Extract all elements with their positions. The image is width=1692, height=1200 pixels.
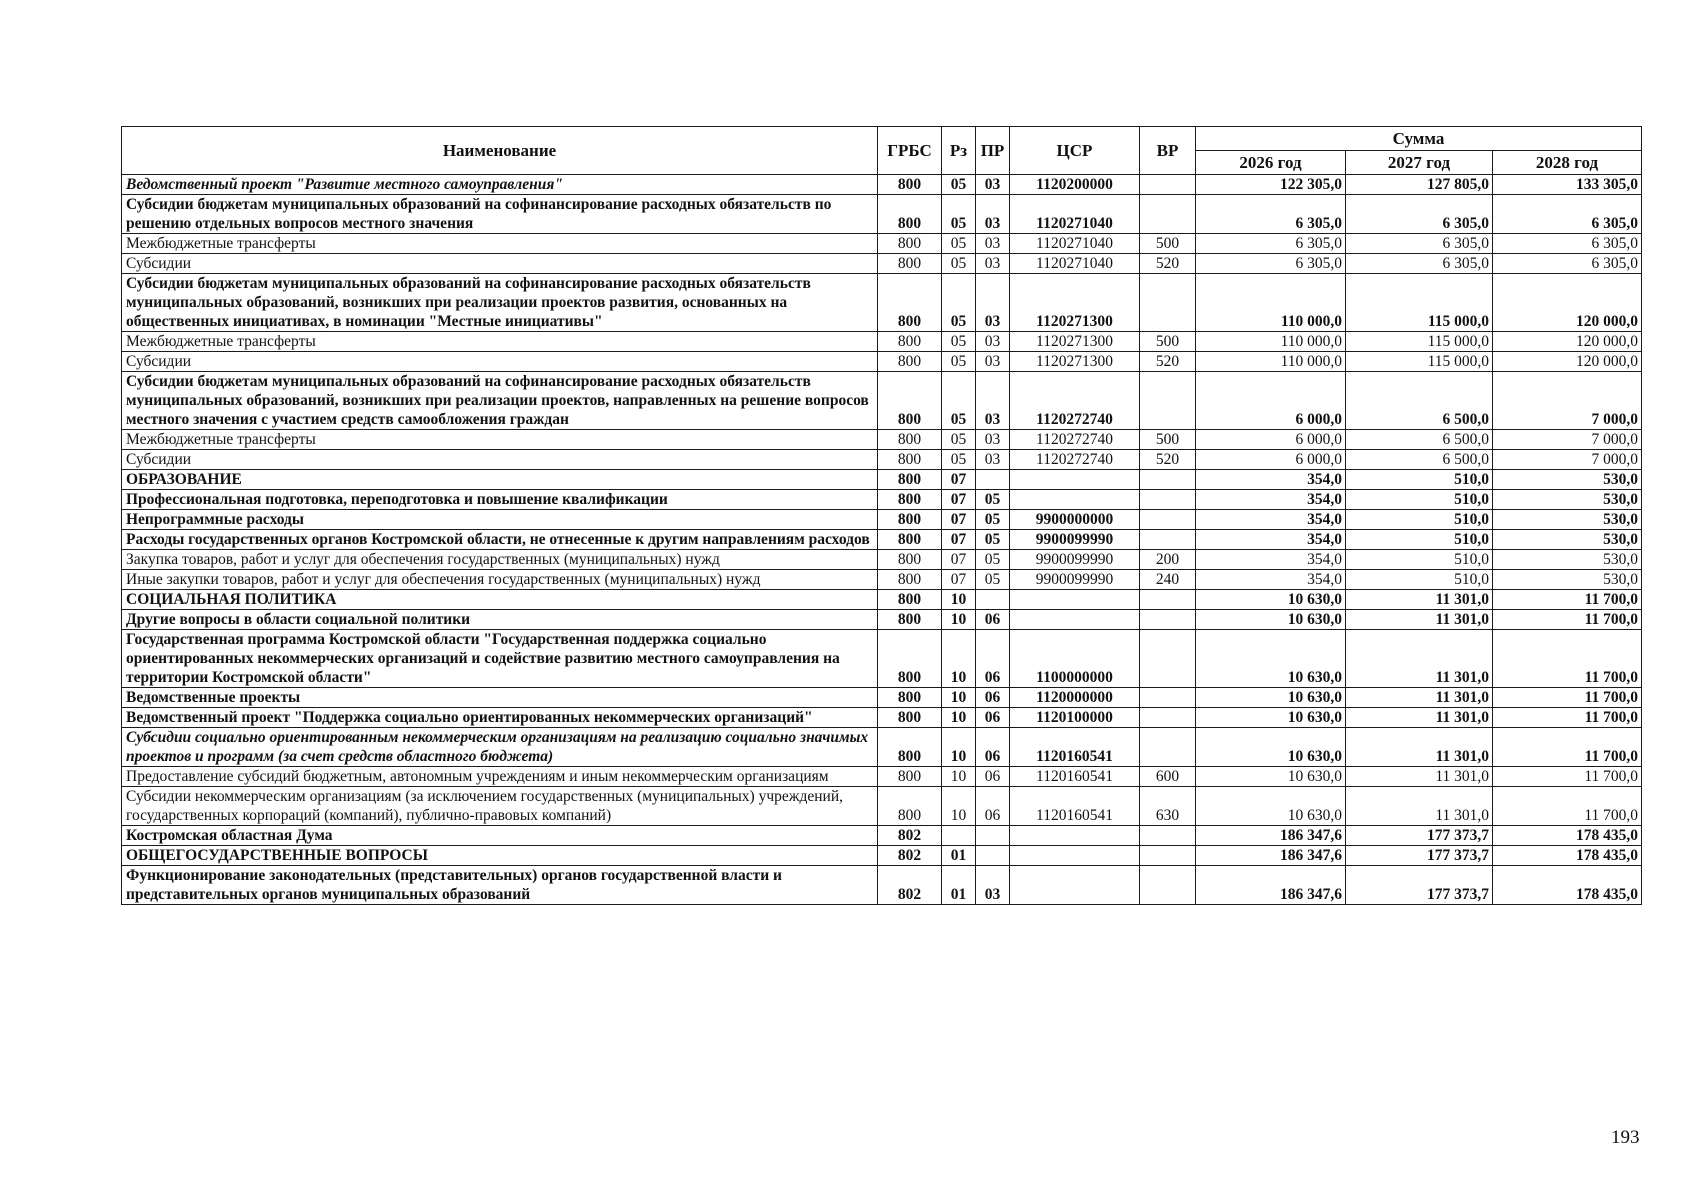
- cell-2026: 354,0: [1196, 550, 1346, 570]
- table-row: [122, 470, 1642, 490]
- cell-csr: 1120271040: [1010, 195, 1140, 234]
- cell-name: Субсидии некоммерческим организациям (за исключением государственных (муниципальных) учреждений, государственных корпораций (компаний), публично-правовых компаний): [122, 787, 878, 826]
- cell-2027: 510,0: [1346, 570, 1493, 590]
- cell-2026: 6 000,0: [1196, 372, 1346, 430]
- cell-vr: 520: [1140, 254, 1196, 274]
- cell-csr: [1010, 470, 1140, 490]
- cell-2026: 10 630,0: [1196, 630, 1346, 688]
- cell-rz: 05: [942, 352, 976, 372]
- cell-name: Профессиональная подготовка, переподготовка и повышение квалификации: [122, 490, 878, 510]
- cell-name: Межбюджетные трансферты: [122, 234, 878, 254]
- table-row: [122, 787, 1642, 826]
- table-row: [122, 728, 1642, 767]
- page-number: 193: [1611, 1127, 1640, 1148]
- cell-name: Субсидии: [122, 254, 878, 274]
- cell-name: Ведомственные проекты: [122, 688, 878, 708]
- cell-pr: [976, 590, 1010, 610]
- cell-2027: 510,0: [1346, 470, 1493, 490]
- cell-grbs: 800: [878, 570, 942, 590]
- cell-vr: [1140, 826, 1196, 846]
- cell-rz: 01: [942, 846, 976, 866]
- cell-2028: 530,0: [1493, 510, 1642, 530]
- table-row: [122, 610, 1642, 630]
- cell-grbs: 800: [878, 630, 942, 688]
- cell-vr: [1140, 846, 1196, 866]
- table-row: [122, 195, 1642, 234]
- header-year-2027: 2027 год: [1346, 151, 1493, 175]
- cell-rz: 07: [942, 570, 976, 590]
- header-name: Наименование: [122, 127, 878, 175]
- cell-2028: 120 000,0: [1493, 274, 1642, 332]
- cell-2026: 6 305,0: [1196, 254, 1346, 274]
- cell-pr: 05: [976, 530, 1010, 550]
- table-row: [122, 332, 1642, 352]
- cell-csr: 1120160541: [1010, 787, 1140, 826]
- cell-vr: [1140, 610, 1196, 630]
- cell-rz: 05: [942, 234, 976, 254]
- cell-rz: 05: [942, 430, 976, 450]
- table-row: [122, 430, 1642, 450]
- header-sum: Сумма: [1196, 127, 1642, 151]
- table-row: [122, 590, 1642, 610]
- cell-name: Субсидии: [122, 450, 878, 470]
- cell-pr: 03: [976, 175, 1010, 195]
- cell-rz: 10: [942, 708, 976, 728]
- cell-vr: [1140, 274, 1196, 332]
- cell-name: Ведомственный проект "Поддержка социально ориентированных некоммерческих организаций": [122, 708, 878, 728]
- table-body: [122, 175, 1642, 905]
- table-row: [122, 490, 1642, 510]
- cell-csr: 9900099990: [1010, 550, 1140, 570]
- header-csr: ЦСР: [1010, 127, 1140, 175]
- cell-grbs: 800: [878, 787, 942, 826]
- cell-vr: 200: [1140, 550, 1196, 570]
- cell-csr: 1120160541: [1010, 728, 1140, 767]
- cell-grbs: 800: [878, 352, 942, 372]
- cell-rz: 10: [942, 610, 976, 630]
- cell-grbs: 800: [878, 274, 942, 332]
- budget-table: [121, 126, 1642, 905]
- cell-csr: [1010, 866, 1140, 905]
- cell-pr: 03: [976, 234, 1010, 254]
- cell-pr: 06: [976, 630, 1010, 688]
- cell-grbs: 800: [878, 254, 942, 274]
- cell-vr: [1140, 866, 1196, 905]
- cell-2028: 11 700,0: [1493, 728, 1642, 767]
- table-row: [122, 510, 1642, 530]
- cell-2028: 11 700,0: [1493, 708, 1642, 728]
- cell-2026: 354,0: [1196, 530, 1346, 550]
- cell-rz: 10: [942, 728, 976, 767]
- cell-2027: 115 000,0: [1346, 332, 1493, 352]
- cell-2028: 530,0: [1493, 490, 1642, 510]
- cell-rz: 07: [942, 470, 976, 490]
- cell-2027: 11 301,0: [1346, 787, 1493, 826]
- cell-csr: 9900099990: [1010, 530, 1140, 550]
- table-row: [122, 254, 1642, 274]
- cell-2027: 510,0: [1346, 530, 1493, 550]
- cell-vr: 500: [1140, 332, 1196, 352]
- cell-2027: 6 500,0: [1346, 372, 1493, 430]
- cell-pr: [976, 846, 1010, 866]
- table-row: [122, 352, 1642, 372]
- cell-2026: 354,0: [1196, 570, 1346, 590]
- cell-2028: 120 000,0: [1493, 332, 1642, 352]
- cell-grbs: 800: [878, 728, 942, 767]
- cell-rz: 07: [942, 550, 976, 570]
- cell-pr: 06: [976, 767, 1010, 787]
- cell-2028: 530,0: [1493, 570, 1642, 590]
- cell-2027: 11 301,0: [1346, 767, 1493, 787]
- cell-csr: 1100000000: [1010, 630, 1140, 688]
- cell-rz: 05: [942, 195, 976, 234]
- cell-rz: 05: [942, 332, 976, 352]
- cell-pr: 05: [976, 490, 1010, 510]
- cell-pr: [976, 826, 1010, 846]
- cell-pr: 03: [976, 195, 1010, 234]
- cell-2027: 11 301,0: [1346, 630, 1493, 688]
- header-grbs: ГРБС: [878, 127, 942, 175]
- cell-vr: [1140, 590, 1196, 610]
- cell-grbs: 800: [878, 530, 942, 550]
- cell-name: Межбюджетные трансферты: [122, 332, 878, 352]
- cell-grbs: 800: [878, 510, 942, 530]
- cell-csr: 1120271300: [1010, 274, 1140, 332]
- cell-rz: [942, 826, 976, 846]
- table-row: [122, 450, 1642, 470]
- cell-2028: 11 700,0: [1493, 767, 1642, 787]
- cell-2028: 6 305,0: [1493, 195, 1642, 234]
- cell-vr: [1140, 470, 1196, 490]
- cell-2028: 11 700,0: [1493, 787, 1642, 826]
- cell-2027: 6 305,0: [1346, 254, 1493, 274]
- cell-rz: 10: [942, 787, 976, 826]
- cell-csr: [1010, 490, 1140, 510]
- cell-2027: 177 373,7: [1346, 846, 1493, 866]
- cell-vr: [1140, 630, 1196, 688]
- cell-pr: 03: [976, 352, 1010, 372]
- cell-csr: 1120271040: [1010, 254, 1140, 274]
- cell-2027: 11 301,0: [1346, 590, 1493, 610]
- table-row: [122, 550, 1642, 570]
- cell-2028: 11 700,0: [1493, 688, 1642, 708]
- cell-2028: 530,0: [1493, 550, 1642, 570]
- cell-vr: [1140, 708, 1196, 728]
- cell-name: Закупка товаров, работ и услуг для обеспечения государственных (муниципальных) нужд: [122, 550, 878, 570]
- cell-vr: 500: [1140, 234, 1196, 254]
- cell-pr: 05: [976, 510, 1010, 530]
- cell-pr: 06: [976, 610, 1010, 630]
- cell-2026: 10 630,0: [1196, 610, 1346, 630]
- table-row: [122, 826, 1642, 846]
- cell-pr: 03: [976, 332, 1010, 352]
- cell-name: Ведомственный проект "Развитие местного самоуправления": [122, 175, 878, 195]
- cell-name: Другие вопросы в области социальной политики: [122, 610, 878, 630]
- cell-2027: 11 301,0: [1346, 708, 1493, 728]
- cell-2026: 186 347,6: [1196, 826, 1346, 846]
- cell-grbs: 800: [878, 550, 942, 570]
- cell-2026: 10 630,0: [1196, 787, 1346, 826]
- cell-2027: 127 805,0: [1346, 175, 1493, 195]
- cell-vr: [1140, 175, 1196, 195]
- cell-csr: 1120271300: [1010, 332, 1140, 352]
- table-row: [122, 708, 1642, 728]
- cell-rz: 05: [942, 274, 976, 332]
- cell-pr: 03: [976, 450, 1010, 470]
- cell-2027: 6 305,0: [1346, 195, 1493, 234]
- table-row: [122, 570, 1642, 590]
- cell-2027: 11 301,0: [1346, 610, 1493, 630]
- cell-2026: 10 630,0: [1196, 767, 1346, 787]
- cell-pr: 03: [976, 274, 1010, 332]
- cell-rz: 01: [942, 866, 976, 905]
- cell-2027: 6 500,0: [1346, 450, 1493, 470]
- cell-vr: [1140, 530, 1196, 550]
- cell-name: Иные закупки товаров, работ и услуг для обеспечения государственных (муниципальных) нужд: [122, 570, 878, 590]
- cell-2027: 6 500,0: [1346, 430, 1493, 450]
- cell-2026: 110 000,0: [1196, 274, 1346, 332]
- cell-2027: 6 305,0: [1346, 234, 1493, 254]
- cell-2028: 178 435,0: [1493, 846, 1642, 866]
- cell-csr: 1120000000: [1010, 688, 1140, 708]
- cell-name: Субсидии социально ориентированным некоммерческим организациям на реализацию социально значимых проектов и программ (за счет средств областного бюджета): [122, 728, 878, 767]
- cell-grbs: 800: [878, 175, 942, 195]
- cell-name: ОБРАЗОВАНИЕ: [122, 470, 878, 490]
- cell-2027: 11 301,0: [1346, 728, 1493, 767]
- cell-2028: 7 000,0: [1493, 450, 1642, 470]
- table-row: [122, 530, 1642, 550]
- cell-csr: 9900000000: [1010, 510, 1140, 530]
- cell-pr: 06: [976, 688, 1010, 708]
- cell-name: Субсидии: [122, 352, 878, 372]
- cell-name: Расходы государственных органов Костромской области, не отнесенные к другим направлениям расходов: [122, 530, 878, 550]
- cell-vr: 520: [1140, 450, 1196, 470]
- cell-2028: 6 305,0: [1493, 234, 1642, 254]
- cell-2026: 10 630,0: [1196, 688, 1346, 708]
- cell-name: Предоставление субсидий бюджетным, автономным учреждениям и иным некоммерческим организациям: [122, 767, 878, 787]
- cell-grbs: 800: [878, 234, 942, 254]
- cell-csr: 1120271300: [1010, 352, 1140, 372]
- cell-csr: 1120272740: [1010, 450, 1140, 470]
- cell-grbs: 800: [878, 590, 942, 610]
- cell-rz: 07: [942, 490, 976, 510]
- header-rz: Рз: [942, 127, 976, 175]
- cell-pr: 06: [976, 787, 1010, 826]
- cell-2028: 120 000,0: [1493, 352, 1642, 372]
- cell-vr: [1140, 688, 1196, 708]
- cell-csr: 9900099990: [1010, 570, 1140, 590]
- cell-name: ОБЩЕГОСУДАРСТВЕННЫЕ ВОПРОСЫ: [122, 846, 878, 866]
- cell-2027: 115 000,0: [1346, 352, 1493, 372]
- cell-name: Межбюджетные трансферты: [122, 430, 878, 450]
- cell-vr: [1140, 490, 1196, 510]
- cell-2026: 354,0: [1196, 510, 1346, 530]
- table-row: [122, 274, 1642, 332]
- header-year-2026: 2026 год: [1196, 151, 1346, 175]
- header-vr: ВР: [1140, 127, 1196, 175]
- cell-2028: 7 000,0: [1493, 430, 1642, 450]
- cell-2027: 510,0: [1346, 510, 1493, 530]
- cell-rz: 05: [942, 372, 976, 430]
- cell-rz: 05: [942, 254, 976, 274]
- table-row: [122, 372, 1642, 430]
- cell-name: Государственная программа Костромской области "Государственная поддержка социально ориентированных некоммерческих организаций и содействие развитию местного самоуправления на территории Костромской области": [122, 630, 878, 688]
- cell-2026: 186 347,6: [1196, 866, 1346, 905]
- budget-table-container: [121, 126, 1641, 905]
- cell-2028: 7 000,0: [1493, 372, 1642, 430]
- table-row: [122, 688, 1642, 708]
- cell-vr: 240: [1140, 570, 1196, 590]
- cell-2026: 6 000,0: [1196, 430, 1346, 450]
- cell-2028: 6 305,0: [1493, 254, 1642, 274]
- cell-2028: 11 700,0: [1493, 610, 1642, 630]
- cell-2026: 186 347,6: [1196, 846, 1346, 866]
- cell-vr: [1140, 728, 1196, 767]
- cell-rz: 05: [942, 175, 976, 195]
- cell-vr: [1140, 510, 1196, 530]
- cell-2028: 530,0: [1493, 530, 1642, 550]
- cell-pr: 03: [976, 866, 1010, 905]
- cell-pr: 06: [976, 728, 1010, 767]
- cell-vr: 630: [1140, 787, 1196, 826]
- cell-pr: 03: [976, 372, 1010, 430]
- cell-2028: 11 700,0: [1493, 590, 1642, 610]
- cell-grbs: 800: [878, 708, 942, 728]
- cell-grbs: 800: [878, 430, 942, 450]
- cell-2026: 354,0: [1196, 470, 1346, 490]
- cell-grbs: 802: [878, 866, 942, 905]
- cell-2026: 6 305,0: [1196, 234, 1346, 254]
- cell-csr: 1120272740: [1010, 372, 1140, 430]
- cell-csr: 1120200000: [1010, 175, 1140, 195]
- cell-grbs: 800: [878, 195, 942, 234]
- cell-name: Непрограммные расходы: [122, 510, 878, 530]
- cell-csr: [1010, 590, 1140, 610]
- cell-2028: 178 435,0: [1493, 866, 1642, 905]
- cell-2028: 133 305,0: [1493, 175, 1642, 195]
- cell-rz: 10: [942, 688, 976, 708]
- cell-2028: 178 435,0: [1493, 826, 1642, 846]
- cell-2026: 110 000,0: [1196, 332, 1346, 352]
- table-header: [122, 127, 1642, 175]
- cell-pr: 03: [976, 254, 1010, 274]
- cell-csr: 1120272740: [1010, 430, 1140, 450]
- cell-pr: 03: [976, 430, 1010, 450]
- cell-grbs: 800: [878, 688, 942, 708]
- header-pr: ПР: [976, 127, 1010, 175]
- cell-name: Костромская областная Дума: [122, 826, 878, 846]
- cell-pr: 05: [976, 550, 1010, 570]
- cell-rz: 10: [942, 590, 976, 610]
- cell-pr: 05: [976, 570, 1010, 590]
- cell-pr: [976, 470, 1010, 490]
- cell-2026: 110 000,0: [1196, 352, 1346, 372]
- cell-grbs: 802: [878, 846, 942, 866]
- cell-rz: 07: [942, 530, 976, 550]
- cell-rz: 10: [942, 630, 976, 688]
- table-row: [122, 866, 1642, 905]
- cell-name: Функционирование законодательных (представительных) органов государственной власти и представительных органов муниципальных образований: [122, 866, 878, 905]
- table-row: [122, 846, 1642, 866]
- cell-2027: 115 000,0: [1346, 274, 1493, 332]
- cell-2027: 11 301,0: [1346, 688, 1493, 708]
- cell-2027: 510,0: [1346, 550, 1493, 570]
- cell-2026: 10 630,0: [1196, 590, 1346, 610]
- cell-csr: 1120160541: [1010, 767, 1140, 787]
- cell-grbs: 800: [878, 490, 942, 510]
- cell-name: Субсидии бюджетам муниципальных образований на софинансирование расходных обязательств муниципальных образований, возникших при реализации проектов, направленных на решение вопросов местного значения с участием средств самообложения граждан: [122, 372, 878, 430]
- cell-name: СОЦИАЛЬНАЯ ПОЛИТИКА: [122, 590, 878, 610]
- cell-2027: 177 373,7: [1346, 866, 1493, 905]
- table-row: [122, 767, 1642, 787]
- cell-2027: 510,0: [1346, 490, 1493, 510]
- cell-rz: 10: [942, 767, 976, 787]
- cell-2028: 530,0: [1493, 470, 1642, 490]
- cell-vr: [1140, 195, 1196, 234]
- cell-vr: [1140, 372, 1196, 430]
- cell-2028: 11 700,0: [1493, 630, 1642, 688]
- cell-2026: 122 305,0: [1196, 175, 1346, 195]
- table-row: [122, 175, 1642, 195]
- cell-grbs: 802: [878, 826, 942, 846]
- cell-csr: 1120100000: [1010, 708, 1140, 728]
- cell-2026: 6 000,0: [1196, 450, 1346, 470]
- cell-csr: [1010, 826, 1140, 846]
- cell-2026: 354,0: [1196, 490, 1346, 510]
- table-row: [122, 630, 1642, 688]
- cell-2026: 10 630,0: [1196, 708, 1346, 728]
- cell-vr: 520: [1140, 352, 1196, 372]
- cell-2026: 6 305,0: [1196, 195, 1346, 234]
- cell-rz: 07: [942, 510, 976, 530]
- cell-grbs: 800: [878, 450, 942, 470]
- cell-2027: 177 373,7: [1346, 826, 1493, 846]
- cell-grbs: 800: [878, 470, 942, 490]
- cell-pr: 06: [976, 708, 1010, 728]
- table-row: [122, 234, 1642, 254]
- cell-vr: 600: [1140, 767, 1196, 787]
- cell-2026: 10 630,0: [1196, 728, 1346, 767]
- cell-grbs: 800: [878, 372, 942, 430]
- cell-rz: 05: [942, 450, 976, 470]
- cell-csr: 1120271040: [1010, 234, 1140, 254]
- cell-csr: [1010, 846, 1140, 866]
- cell-vr: 500: [1140, 430, 1196, 450]
- cell-grbs: 800: [878, 610, 942, 630]
- cell-grbs: 800: [878, 332, 942, 352]
- cell-name: Субсидии бюджетам муниципальных образований на софинансирование расходных обязательств муниципальных образований, возникших при реализации проектов развития, основанных на общественных инициативах, в номинации "Местные инициативы": [122, 274, 878, 332]
- cell-csr: [1010, 610, 1140, 630]
- cell-grbs: 800: [878, 767, 942, 787]
- cell-name: Субсидии бюджетам муниципальных образований на софинансирование расходных обязательств по решению отдельных вопросов местного значения: [122, 195, 878, 234]
- header-year-2028: 2028 год: [1493, 151, 1642, 175]
